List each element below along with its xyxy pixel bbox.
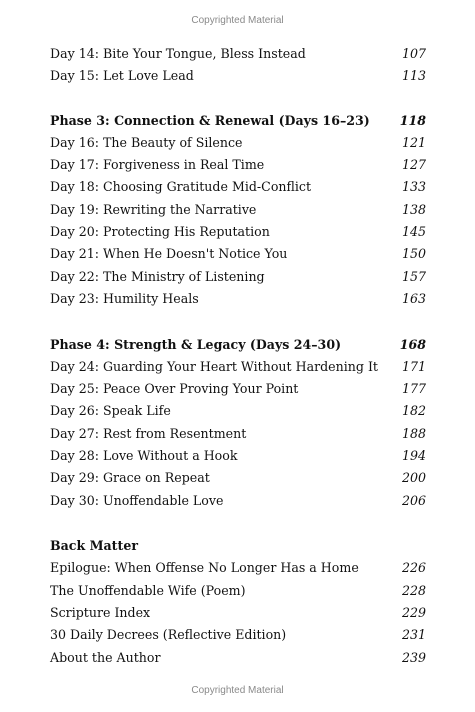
toc-entry[interactable] bbox=[50, 155, 426, 175]
toc-entry[interactable] bbox=[50, 468, 426, 488]
toc-entry[interactable] bbox=[50, 267, 426, 287]
toc-entry-title: Day 16: The Beauty of Silence bbox=[50, 135, 243, 150]
toc-entry[interactable] bbox=[50, 424, 426, 444]
toc-entry-title: Day 14: Bite Your Tongue, Bless Instead bbox=[50, 46, 306, 61]
copyright-watermark-bottom: Copyrighted Material bbox=[191, 685, 284, 696]
toc-entry-page: 171 bbox=[401, 359, 426, 374]
toc-entry-page: 188 bbox=[401, 426, 426, 441]
toc-entry-page: 194 bbox=[401, 448, 426, 463]
toc-entry-title: Epilogue: When Offense No Longer Has a Home bbox=[50, 560, 359, 575]
toc-entry[interactable] bbox=[50, 625, 426, 645]
toc-entry-title: The Unoffendable Wife (Poem) bbox=[50, 583, 246, 598]
toc-entry-title: Day 27: Rest from Resentment bbox=[50, 426, 247, 441]
toc-entry-title: Scripture Index bbox=[50, 605, 151, 620]
toc-entry-page: 133 bbox=[401, 179, 426, 194]
toc-entry-title: Day 19: Rewriting the Narrative bbox=[50, 202, 257, 217]
toc-entry-title: Day 29: Grace on Repeat bbox=[50, 470, 210, 485]
toc-entry[interactable] bbox=[50, 244, 426, 264]
toc-section-heading[interactable] bbox=[50, 111, 426, 131]
toc-entry[interactable] bbox=[50, 289, 426, 309]
toc-entry-page: 127 bbox=[401, 157, 426, 172]
toc-heading-title: Back Matter bbox=[50, 538, 138, 553]
toc-entry-page: 113 bbox=[401, 68, 426, 83]
toc-entry-page: 138 bbox=[401, 202, 426, 217]
toc-entry-title: 30 Daily Decrees (Reflective Edition) bbox=[50, 627, 287, 642]
toc-entry-page: 229 bbox=[401, 605, 426, 620]
toc-entry-title: Day 26: Speak Life bbox=[50, 403, 171, 418]
toc-entry-title: About the Author bbox=[50, 650, 161, 665]
toc-entry-page: 121 bbox=[401, 135, 426, 150]
toc-entry[interactable] bbox=[50, 66, 426, 86]
toc-entry-page: 163 bbox=[401, 291, 426, 306]
toc-entry-title: Day 24: Guarding Your Heart Without Hardening It bbox=[50, 359, 378, 374]
toc-entry-title: Day 20: Protecting His Reputation bbox=[50, 224, 270, 239]
toc-entry[interactable] bbox=[50, 491, 426, 511]
toc-entry[interactable] bbox=[50, 446, 426, 466]
toc-entry-title: Day 28: Love Without a Hook bbox=[50, 448, 238, 463]
toc-entry[interactable] bbox=[50, 200, 426, 220]
toc-entry-page: 177 bbox=[401, 381, 426, 396]
toc-entry-title: Day 21: When He Doesn't Notice You bbox=[50, 246, 288, 261]
toc-entry[interactable] bbox=[50, 603, 426, 623]
toc-entry-page: 228 bbox=[401, 583, 426, 598]
toc-entry[interactable] bbox=[50, 357, 426, 377]
toc-entry-page: 231 bbox=[401, 627, 426, 642]
toc-entry-title: Day 15: Let Love Lead bbox=[50, 68, 194, 83]
toc-entry-page: 157 bbox=[401, 269, 426, 284]
toc-entry[interactable] bbox=[50, 581, 426, 601]
toc-entry-title: Day 17: Forgiveness in Real Time bbox=[50, 157, 265, 172]
toc-entry-page: 226 bbox=[401, 560, 426, 575]
toc-entry-title: Day 18: Choosing Gratitude Mid-Conflict bbox=[50, 179, 312, 194]
toc-entry[interactable] bbox=[50, 379, 426, 399]
toc-entry-page: 182 bbox=[401, 403, 426, 418]
toc-heading-page: 118 bbox=[399, 113, 426, 128]
toc-entry[interactable] bbox=[50, 177, 426, 197]
toc-entry-title: Day 23: Humility Heals bbox=[50, 291, 199, 306]
toc-entry-page: 200 bbox=[401, 470, 426, 485]
toc-entry-title: Day 22: The Ministry of Listening bbox=[50, 269, 265, 284]
toc-entry-page: 206 bbox=[401, 493, 426, 508]
toc-entry-title: Day 30: Unoffendable Love bbox=[50, 493, 224, 508]
toc-entry[interactable] bbox=[50, 648, 426, 668]
toc-section-heading[interactable] bbox=[50, 536, 426, 556]
copyright-watermark-top: Copyrighted Material bbox=[191, 15, 284, 26]
toc-entry[interactable] bbox=[50, 133, 426, 153]
toc-entry[interactable] bbox=[50, 44, 426, 64]
toc-entry-page: 150 bbox=[401, 246, 426, 261]
toc-entry-page: 239 bbox=[401, 650, 426, 665]
toc-section-heading[interactable] bbox=[50, 335, 426, 355]
toc-heading-title: Phase 4: Strength & Legacy (Days 24–30) bbox=[50, 337, 342, 352]
toc-entry[interactable] bbox=[50, 401, 426, 421]
toc-entry[interactable] bbox=[50, 558, 426, 578]
toc-entry-page: 145 bbox=[401, 224, 426, 239]
toc-entry[interactable] bbox=[50, 222, 426, 242]
toc-entry-title: Day 25: Peace Over Proving Your Point bbox=[50, 381, 299, 396]
toc-heading-title: Phase 3: Connection & Renewal (Days 16–23) bbox=[50, 113, 370, 128]
toc-entry-page: 107 bbox=[401, 46, 426, 61]
toc-heading-page: 168 bbox=[399, 337, 426, 352]
